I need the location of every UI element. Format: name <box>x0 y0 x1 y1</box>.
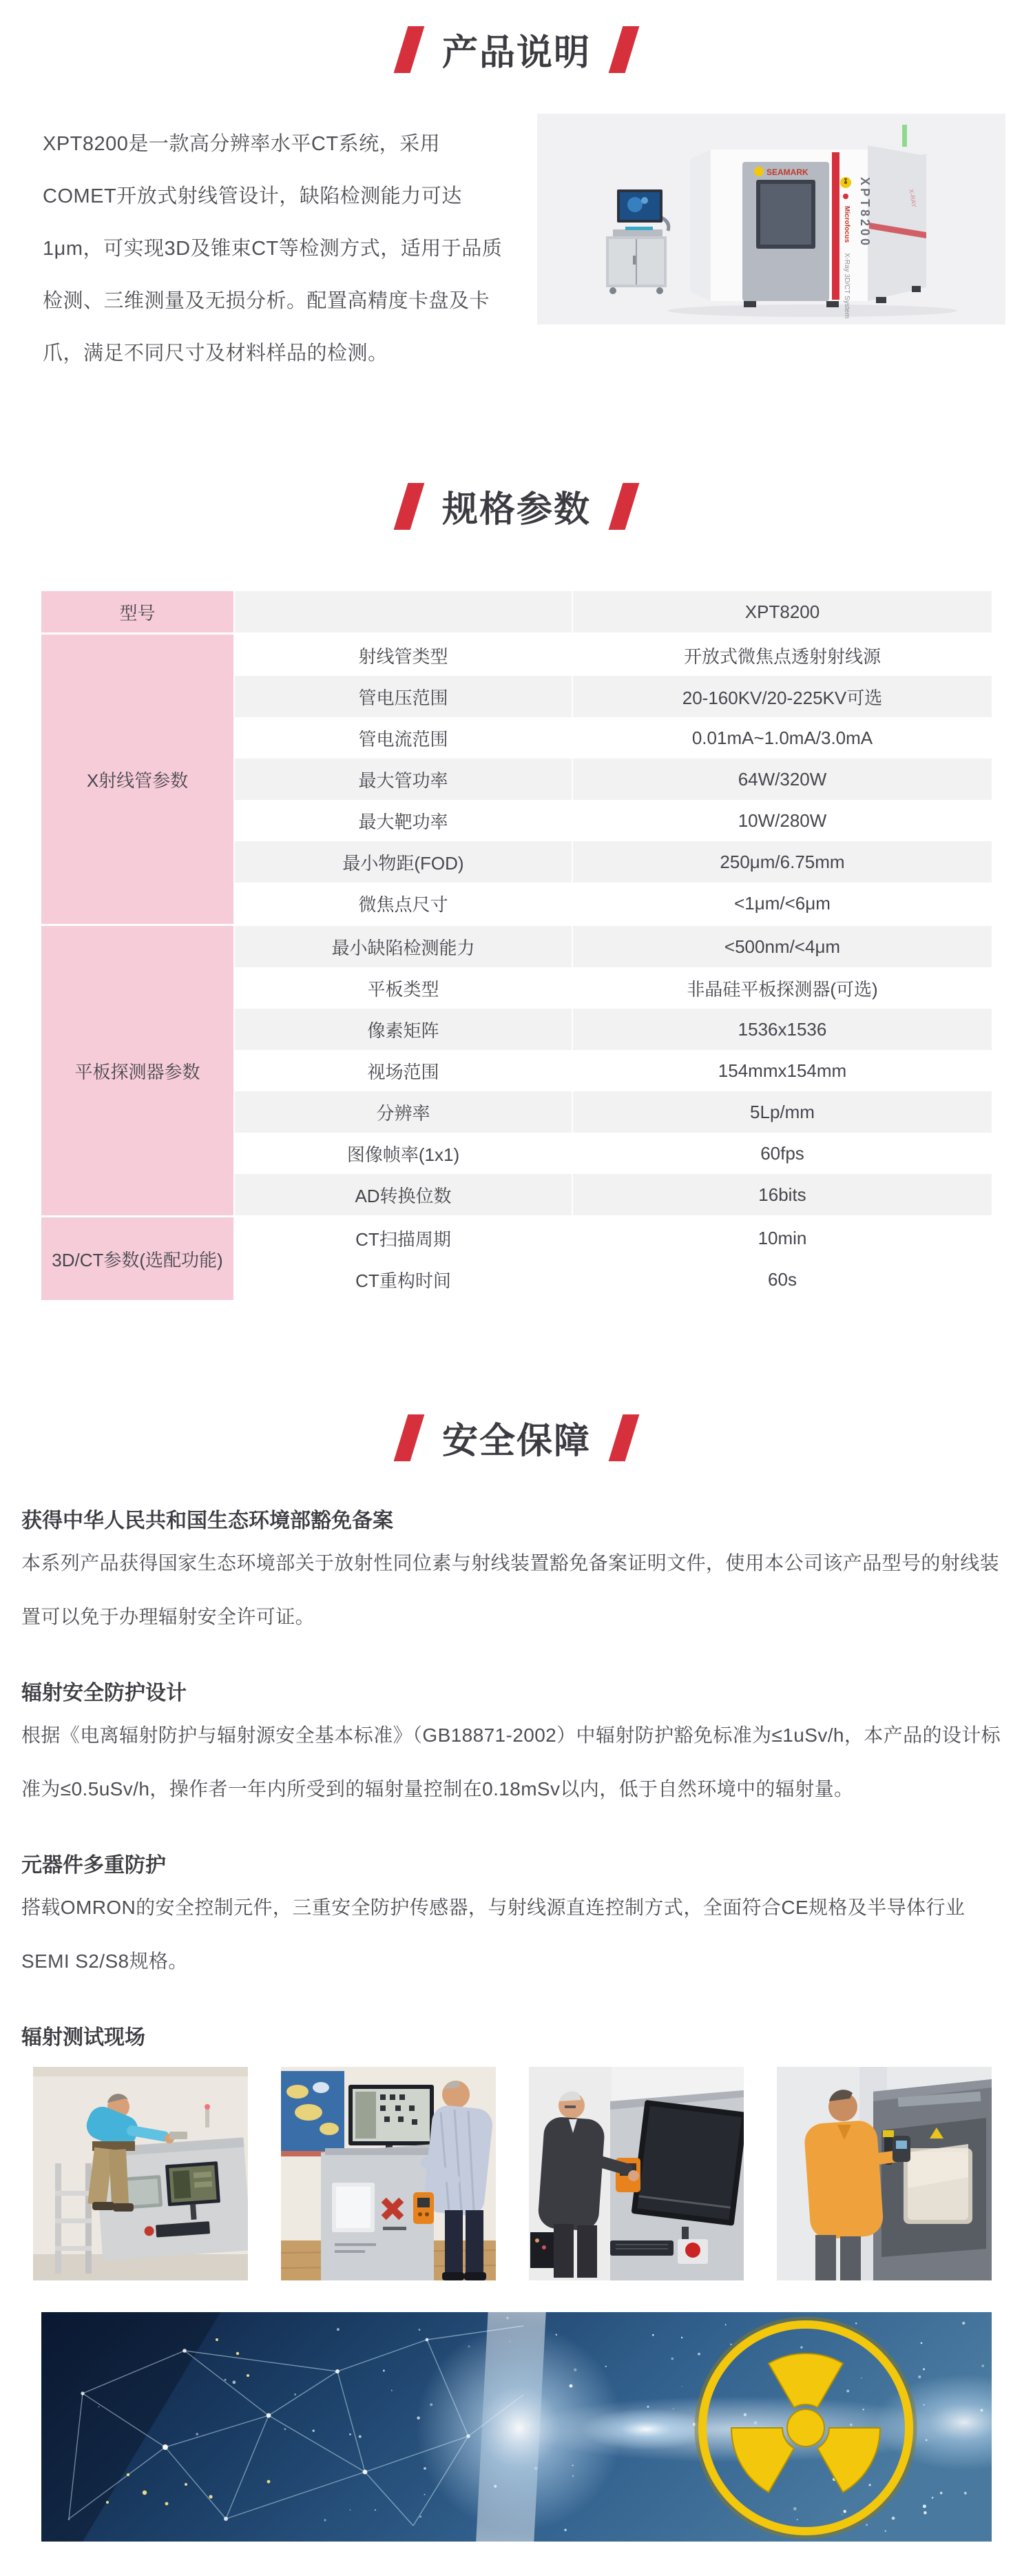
safety-block-body: 根据《电离辐射防护与辐射源安全基本标准》（GB18871-2002）中辐射防护豁免标准为≤1uSv/h，本产品的设计标准为≤0.5uSv/h，操作者一年内所受到的辐射量控制在0.18mSv以内，低于自然环境中的辐射量。 <box>21 1724 1001 1800</box>
radiation-test-photo <box>529 2067 744 2280</box>
spec-row <box>235 1050 992 1091</box>
machine-tagline-red: Microfocus <box>843 206 851 243</box>
safety-block-heading: 辐射测试现场 <box>21 2026 145 2049</box>
spec-value-cell: 10min <box>573 1217 992 1259</box>
spec-value-cell: 16bits <box>573 1174 992 1215</box>
safety-block <box>21 2020 1012 2050</box>
spec-name-cell: 最小物距(FOD) <box>235 841 572 883</box>
spec-value-cell: 20-160KV/20-225KV可选 <box>573 676 992 717</box>
safety-block <box>21 1503 1012 1644</box>
spec-name-cell: 最大靶功率 <box>235 800 572 841</box>
spec-name-cell: 像素矩阵 <box>235 1009 572 1050</box>
spec-value-cell: XPT8200 <box>573 591 992 632</box>
world-map-poster <box>281 2071 344 2156</box>
spec-value-cell: 1536x1536 <box>573 1009 992 1050</box>
spec-value-cell: 60s <box>573 1259 992 1300</box>
radiation-test-photos <box>33 2067 1000 2280</box>
spec-row <box>235 1217 992 1259</box>
safety-block-heading: 辐射安全防护设计 <box>21 1682 187 1704</box>
spec-name-cell: 视场范围 <box>235 1050 572 1091</box>
spec-row <box>235 926 992 967</box>
spec-name-cell: CT重构时间 <box>235 1259 572 1300</box>
radiation-test-photo <box>777 2067 992 2280</box>
safety-block-body: 本系列产品获得国家生态环境部关于放射性同位素与射线装置豁免备案证明文件，使用本公司该产品型号的射线装置可以免于办理辐射安全许可证。 <box>21 1552 1000 1627</box>
safety-block-heading: 获得中华人民共和国生态环境部豁免备案 <box>21 1509 393 1532</box>
spec-row <box>235 676 992 717</box>
spec-row <box>235 967 992 1009</box>
product-intro-row <box>43 114 1005 380</box>
safety-block <box>21 1676 1012 1816</box>
red-slash-icon <box>394 26 425 73</box>
safety-block-heading: 元器件多重防护 <box>21 1854 166 1877</box>
safety-title: 安全保障 <box>441 1421 591 1461</box>
spec-name-cell: 分辨率 <box>235 1091 572 1133</box>
monitor <box>348 2085 434 2152</box>
spec-name-cell: 管电流范围 <box>235 717 572 759</box>
spec-value-cell: 开放式微焦点透射射线源 <box>573 635 992 676</box>
spec-name-cell: 管电压范围 <box>235 676 572 717</box>
spec-row <box>235 635 992 676</box>
radiation-test-photo <box>33 2067 248 2280</box>
radiation-banner <box>41 2312 992 2542</box>
spec-name-cell: 微焦点尺寸 <box>235 883 572 924</box>
machine-side-label: X-RAY <box>908 188 918 208</box>
red-slash-icon <box>609 26 640 73</box>
spec-value-cell: 60fps <box>573 1133 992 1174</box>
spec-name-cell: 最小缺陷检测能力 <box>235 926 572 967</box>
spec-row <box>235 800 992 841</box>
page-title: 产品说明 <box>441 33 591 73</box>
safety-section-header <box>0 1412 1033 1463</box>
product-section-header <box>0 0 1033 75</box>
spec-value-cell: <500nm/<4μm <box>573 926 992 967</box>
spec-name-cell: 射线管类型 <box>235 635 572 676</box>
spec-table <box>41 591 992 1300</box>
spec-name-cell <box>235 591 572 632</box>
spec-value-cell: 154mmx154mm <box>573 1050 992 1091</box>
spec-category-cell: 型号 <box>41 591 233 632</box>
spec-value-cell: 0.01mA~1.0mA/3.0mA <box>573 717 992 759</box>
spec-value-cell: 64W/320W <box>573 759 992 800</box>
spec-name-cell: 平板类型 <box>235 967 572 1009</box>
spec-category-cell: 3D/CT参数(选配功能) <box>41 1217 233 1300</box>
xray-machine <box>873 2079 992 2280</box>
spec-row <box>235 1091 992 1133</box>
spec-name-cell: AD转换位数 <box>235 1174 572 1215</box>
spec-row <box>235 591 992 632</box>
spec-value-cell: 非晶硅平板探测器(可选) <box>573 967 992 1009</box>
spec-name-cell: 最大管功率 <box>235 759 572 800</box>
spec-name-cell: 图像帧率(1x1) <box>235 1133 572 1174</box>
red-slash-icon <box>609 483 640 530</box>
spec-group <box>41 635 992 924</box>
spec-group <box>41 591 992 632</box>
red-slash-icon <box>609 1414 640 1461</box>
specs-title: 规格参数 <box>441 490 591 530</box>
spec-row <box>235 1174 992 1215</box>
spec-group <box>41 1217 992 1300</box>
spec-row <box>235 717 992 759</box>
radiation-test-photo <box>281 2067 496 2280</box>
specs-section-header <box>0 480 1033 532</box>
safety-block-body: 搭载OMRON的安全控制元件，三重安全防护传感器，与射线源直连控制方式，全面符合CE规格及半导体行业SEMI S2/S8规格。 <box>21 1897 966 1972</box>
spec-value-cell: 250μm/6.75mm <box>573 841 992 883</box>
spec-category-cell: 平板探测器参数 <box>41 926 233 1215</box>
spec-row <box>235 1009 992 1050</box>
spec-group <box>41 926 992 1215</box>
machine-brand-label: SEAMARK <box>766 167 808 177</box>
red-slash-icon <box>394 1414 425 1461</box>
spec-row <box>235 759 992 800</box>
product-description: XPT8200是一款高分辨率水平CT系统，采用COMET开放式射线管设计，缺陷检测能力可达1μm，可实现3D及锥束CT等检测方式，适用于品质检测、三维测量及无损分析。配置高精度卡盘及卡爪，满足不同尺寸及材料样品的检测。 <box>43 133 503 364</box>
spec-value-cell: 5Lp/mm <box>573 1091 992 1133</box>
spec-name-cell: CT扫描周期 <box>235 1217 572 1259</box>
xray-machine <box>610 2090 744 2280</box>
spec-row <box>235 1259 992 1300</box>
safety-block <box>21 1848 1012 1988</box>
machine-cabinet <box>690 125 926 318</box>
spec-row <box>235 841 992 883</box>
spec-row <box>235 883 992 924</box>
spec-category-cell: X射线管参数 <box>41 635 233 924</box>
spec-value-cell: <1μm/<6μm <box>573 883 992 924</box>
spec-row <box>235 1133 992 1174</box>
red-slash-icon <box>394 483 425 530</box>
machine-model-label: XPT8200 <box>858 177 872 249</box>
machine-tagline-gray: X-Ray 3D/CT System <box>843 253 851 319</box>
product-image <box>537 114 1005 324</box>
safety-content <box>21 1503 1012 2280</box>
spec-value-cell: 10W/280W <box>573 800 992 841</box>
